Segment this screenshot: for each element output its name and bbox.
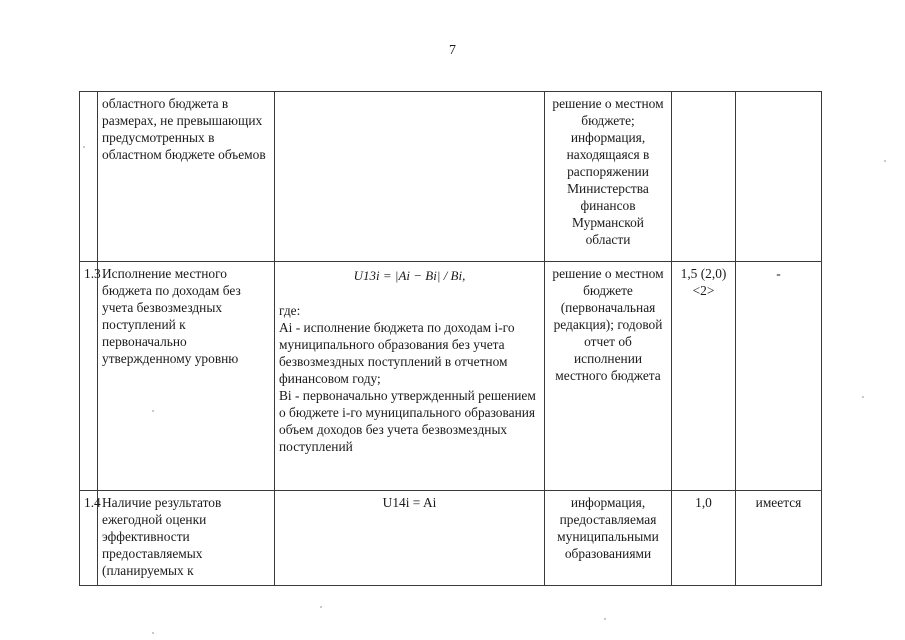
threshold-cell: [736, 92, 822, 262]
indicator-cell: областного бюджета в размерах, не превышающих предусмотренных в областном бюджете объемов: [98, 92, 275, 262]
table-row: [80, 490, 822, 585]
formula-explanation: Ai - исполнение бюджета по доходам i-го муниципального образования без учета безвозмездных поступлений в отчетном финансовом году;: [279, 320, 515, 387]
indicator-cell: Исполнение местного бюджета по доходам без учета безвозмездных поступлений к первоначально утвержденному уровню: [98, 262, 275, 490]
table-row: [80, 262, 822, 490]
weight-cell: 1,0: [672, 490, 736, 585]
indicators-table: [79, 91, 822, 586]
formula-cell: [275, 92, 545, 262]
scan-speck: [152, 410, 154, 412]
scan-speck: [884, 160, 886, 162]
formula-explanation: Bi - первоначально утвержденный решением о бюджете i-го муниципального образования объем доходов без учета безвозмездных поступлений: [279, 388, 536, 455]
row-number: 1.3: [80, 262, 98, 490]
source-cell: информация, предоставляемая муниципальными образованиями: [545, 490, 672, 585]
formula: U13i = |Ai − Bi| / Bi,: [353, 268, 466, 284]
scan-speck: [320, 606, 322, 608]
scan-speck: [152, 632, 154, 634]
row-number: 1.4: [80, 490, 98, 585]
weight-cell: [672, 92, 736, 262]
row-number: [80, 92, 98, 262]
formula-cell: [275, 262, 545, 490]
page-number: 7: [449, 43, 456, 58]
formula: U14i = Ai: [382, 494, 437, 510]
threshold-cell: имеется: [736, 490, 822, 585]
scan-speck: [83, 146, 85, 148]
formula-explanation: где:: [279, 303, 301, 319]
table-row: [80, 92, 822, 262]
weight-cell: 1,5 (2,0) <2>: [672, 262, 736, 490]
source-cell: решение о местном бюджете (первоначальная редакция); годовой отчет об исполнении местного бюджета: [545, 262, 672, 490]
scan-speck: [604, 618, 606, 620]
formula-cell: [275, 490, 545, 585]
indicator-cell: Наличие результатов ежегодной оценки эффективности предоставляемых (планируемых к: [98, 490, 275, 585]
scan-speck: [862, 396, 864, 398]
threshold-cell: -: [736, 262, 822, 490]
source-cell: решение о местном бюджете; информация, находящаяся в распоряжении Министерства финансов Мурманской области: [545, 92, 672, 262]
